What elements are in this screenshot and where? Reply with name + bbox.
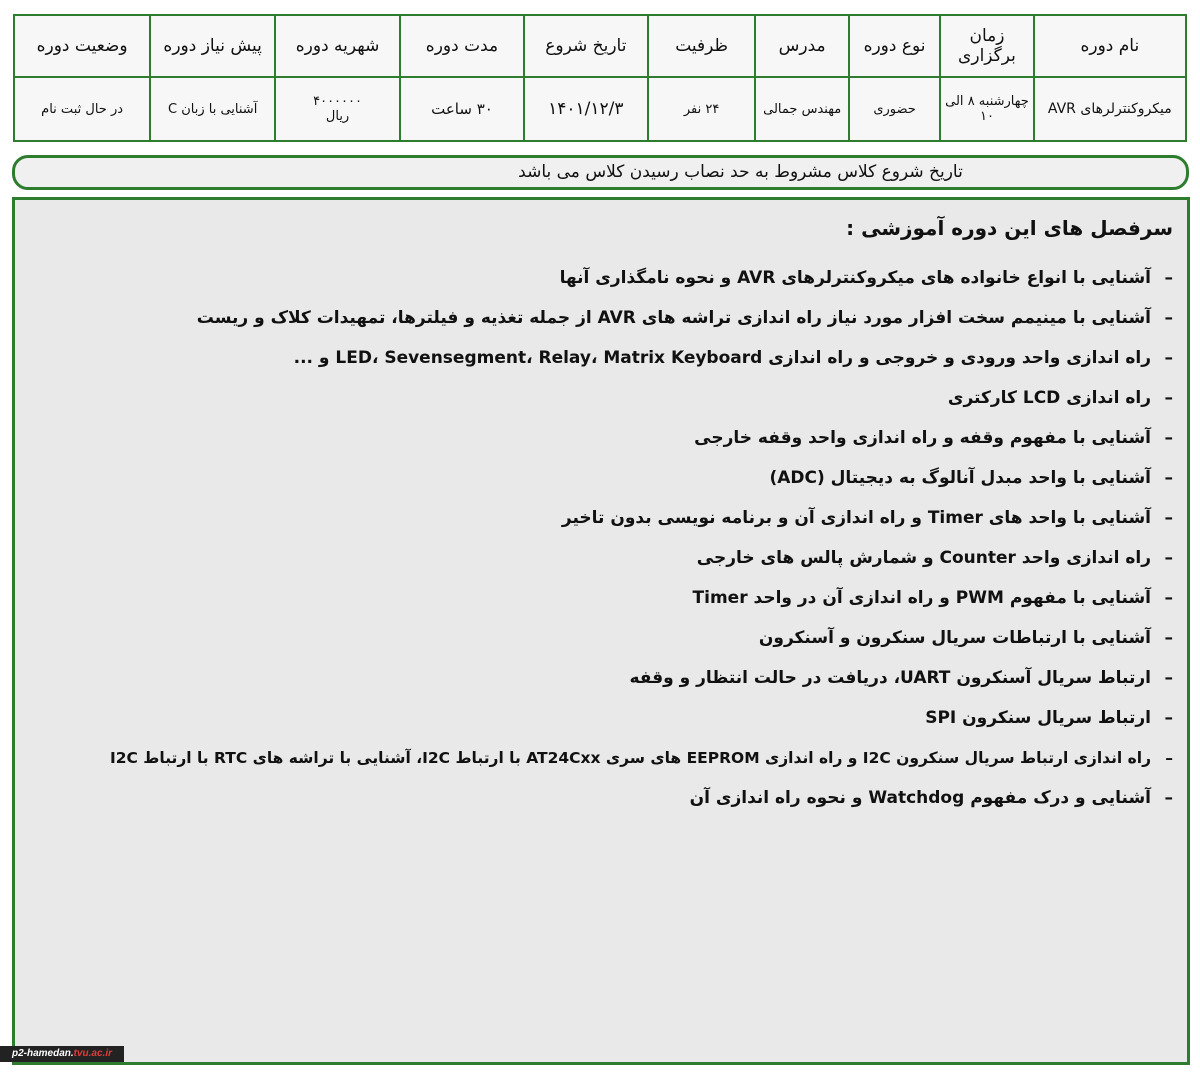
- list-item-text: راه اندازی LCD کارکتری: [947, 388, 1151, 408]
- course-name-cell: میکروکنترلرهای AVR: [1034, 77, 1186, 141]
- header-start-date: تاریخ شروع: [524, 15, 648, 77]
- header-status: وضعیت دوره: [14, 15, 150, 77]
- instructor-cell: مهندس جمالی: [755, 77, 848, 141]
- status-cell: در حال ثبت نام: [14, 77, 150, 141]
- list-item-text: راه اندازی واحد ورودی و خروجی و راه اندازی LED، Sevensegment، Relay، Matrix Keyboard و ...: [293, 348, 1151, 368]
- list-item: –راه اندازی ارتباط سریال سنکرون I2C و راه اندازی EEPROM های سری AT24Cxx با ارتباط I2C، آشنایی با تراشه های RTC با ارتباط I2C: [109, 749, 1173, 767]
- header-instructor: مدرس: [755, 15, 848, 77]
- syllabus-title: سرفصل های این دوره آموزشی :: [846, 216, 1173, 240]
- header-course-name: نام دوره: [1034, 15, 1186, 77]
- list-item-text: آشنایی با مفهوم وقفه و راه اندازی واحد وقفه خارجی: [694, 428, 1151, 448]
- notice-text: تاریخ شروع کلاس مشروط به حد نصاب رسیدن کلاس می باشد: [518, 162, 963, 182]
- fee-unit: ریال: [325, 109, 350, 124]
- header-duration: مدت دوره: [400, 15, 524, 77]
- header-fee: شهریه دوره: [275, 15, 400, 77]
- list-item-text: آشنایی با واحد های Timer و راه اندازی آن و برنامه نویسی بدون تاخیر: [561, 508, 1151, 528]
- list-item: –آشنایی با ارتباطات سریال سنکرون و آسنکرون: [758, 628, 1173, 648]
- list-item: –آشنایی با مفهوم PWM و راه اندازی آن در واحد Timer: [692, 588, 1173, 608]
- list-item: –آشنایی با انواع خانواده های میکروکنترلرهای AVR و نحوه نامگذاری آنها: [559, 268, 1173, 288]
- list-item: –آشنایی و درک مفهوم Watchdog و نحوه راه اندازی آن: [689, 788, 1173, 808]
- type-cell: حضوری: [849, 77, 940, 141]
- list-item: –آشنایی با مفهوم وقفه و راه اندازی واحد وقفه خارجی: [694, 428, 1173, 448]
- list-item-text: آشنایی با انواع خانواده های میکروکنترلرهای AVR و نحوه نامگذاری آنها: [559, 268, 1151, 288]
- list-item: –راه اندازی واحد ورودی و خروجی و راه اندازی LED، Sevensegment، Relay، Matrix Keyboard و ...: [293, 348, 1173, 368]
- site-watermark: [0, 1046, 124, 1062]
- list-item-text: آشنایی با ارتباطات سریال سنکرون و آسنکرون: [758, 628, 1151, 648]
- capacity-cell: ۲۴ نفر: [648, 77, 756, 141]
- list-item: –راه اندازی واحد Counter و شمارش پالس های خارجی: [696, 548, 1173, 568]
- list-item-text: آشنایی با واحد مبدل آنالوگ به دیجیتال (ADC): [769, 468, 1151, 488]
- table-row: [14, 77, 1186, 141]
- list-item: –آشنایی با مینیمم سخت افزار مورد نیاز راه اندازی تراشه های AVR از جمله تغذیه و فیلترها، تمهیدات کلاک و ریست: [196, 308, 1173, 328]
- fee-cell: [275, 77, 400, 141]
- prerequisite-cell: آشنایی با زبان C: [150, 77, 275, 141]
- list-item-text: ارتباط سریال آسنکرون UART، دریافت در حالت انتظار و وقفه: [629, 668, 1151, 688]
- syllabus-list: [23, 258, 1173, 818]
- header-capacity: ظرفیت: [648, 15, 756, 77]
- header-prerequisite: پیش نیاز دوره: [150, 15, 275, 77]
- fee-amount: ۴۰۰۰۰۰۰: [313, 94, 362, 109]
- table-header-row: [14, 15, 1186, 77]
- header-type: نوع دوره: [849, 15, 940, 77]
- start-date-cell: ۱۴۰۱/۱۲/۳: [524, 77, 648, 141]
- list-item: –ارتباط سریال سنکرون SPI: [925, 708, 1173, 728]
- list-item-text: آشنایی و درک مفهوم Watchdog و نحوه راه اندازی آن: [689, 788, 1151, 808]
- syllabus-panel: [12, 197, 1190, 1065]
- list-item-text: آشنایی با مفهوم PWM و راه اندازی آن در واحد Timer: [692, 588, 1151, 608]
- start-condition-notice: [12, 155, 1189, 190]
- list-item: –ارتباط سریال آسنکرون UART، دریافت در حالت انتظار و وقفه: [629, 668, 1173, 688]
- duration-cell: ۳۰ ساعت: [400, 77, 524, 141]
- course-info-table: [13, 14, 1187, 142]
- schedule-cell: چهارشنبه ۸ الی ۱۰: [940, 77, 1033, 141]
- list-item: –آشنایی با واحد های Timer و راه اندازی آن و برنامه نویسی بدون تاخیر: [561, 508, 1173, 528]
- list-item: –راه اندازی LCD کارکتری: [947, 388, 1173, 408]
- watermark-domain: tvu.ac.ir: [73, 1048, 113, 1059]
- list-item-text: آشنایی با مینیمم سخت افزار مورد نیاز راه اندازی تراشه های AVR از جمله تغذیه و فیلترها، تمهیدات کلاک و ریست: [196, 308, 1151, 328]
- header-schedule: زمان برگزاری: [940, 15, 1033, 77]
- list-item-text: راه اندازی ارتباط سریال سنکرون I2C و راه اندازی EEPROM های سری AT24Cxx با ارتباط I2C، آشنایی با تراشه های RTC با ارتباط I2C: [109, 749, 1151, 767]
- list-item: –آشنایی با واحد مبدل آنالوگ به دیجیتال (ADC): [769, 468, 1173, 488]
- list-item-text: ارتباط سریال سنکرون SPI: [925, 708, 1151, 728]
- watermark-prefix: p2-hamedan.: [11, 1048, 74, 1059]
- list-item-text: راه اندازی واحد Counter و شمارش پالس های خارجی: [696, 548, 1151, 568]
